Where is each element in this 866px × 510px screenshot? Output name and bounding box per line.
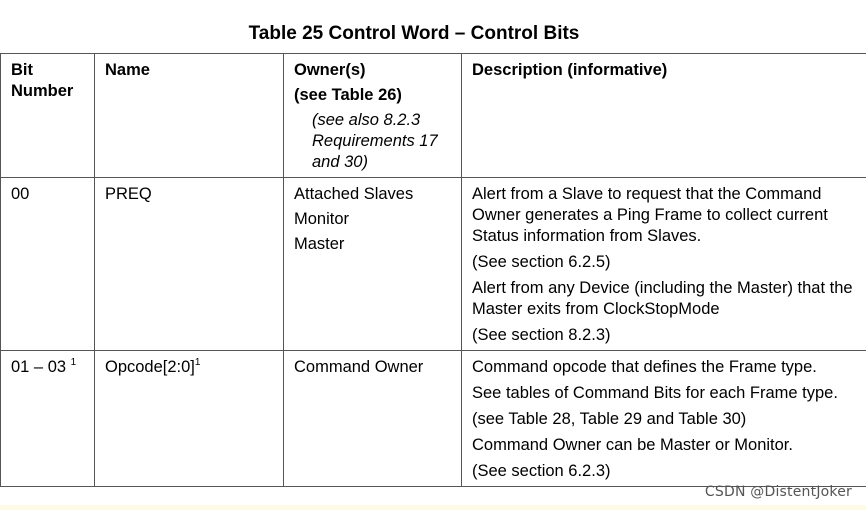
description-paragraph: Alert from a Slave to request that the Command Owner generates a Ping Frame to collect current Status information from Slaves. [472,185,828,245]
watermark: CSDN @DistentJoker [704,484,852,500]
header-description: Description (informative) [462,54,866,178]
description-paragraph: Command Owner can be Master or Monitor. [472,436,793,454]
bit-number-text: 01 – 03 [11,358,67,376]
cell-name [95,351,284,487]
table-caption: Table 25 Control Word – Control Bits [248,23,580,44]
header-bit-number: Bit Number [1,54,95,178]
cell-description [462,351,866,487]
description-paragraph: Alert from any Device (including the Master) that the Master exits from ClockStopMode [472,279,853,318]
header-owners-sub: (see Table 26) [294,86,402,104]
bottom-strip [0,505,866,510]
name-text: PREQ [105,185,152,203]
bit-number-text: 00 [11,185,30,203]
owner-item: Monitor [294,210,350,228]
header-name: Name [95,54,284,178]
footnote-marker: 1 [70,357,77,368]
header-owners [284,54,462,178]
description-paragraph: (see Table 28, Table 29 and Table 30) [472,410,747,428]
cell-name [95,178,284,351]
table-header-row [1,54,866,178]
table-row [1,351,866,487]
cell-bit-number [1,178,95,351]
description-paragraph: See tables of Command Bits for each Frame type. [472,384,838,402]
footnote-marker: 1 [194,357,201,368]
table-row [1,178,866,351]
owner-item: Command Owner [294,358,424,376]
owner-item: Master [294,235,345,253]
cell-description [462,178,866,351]
cell-owners [284,178,462,351]
cell-owners [284,351,462,487]
description-paragraph: (See section 8.2.3) [472,326,611,344]
description-paragraph: Command opcode that defines the Frame type. [472,358,817,376]
owner-item: Attached Slaves [294,185,414,203]
header-owners-note: (see also 8.2.3 Requirements 17 and 30) [312,111,438,171]
header-owners-label: Owner(s) [294,61,366,79]
description-paragraph: (See section 6.2.5) [472,253,611,271]
cell-bit-number [1,351,95,487]
name-text: Opcode[2:0] [105,358,195,376]
description-paragraph: (See section 6.2.3) [472,462,611,480]
control-bits-table [0,53,866,487]
